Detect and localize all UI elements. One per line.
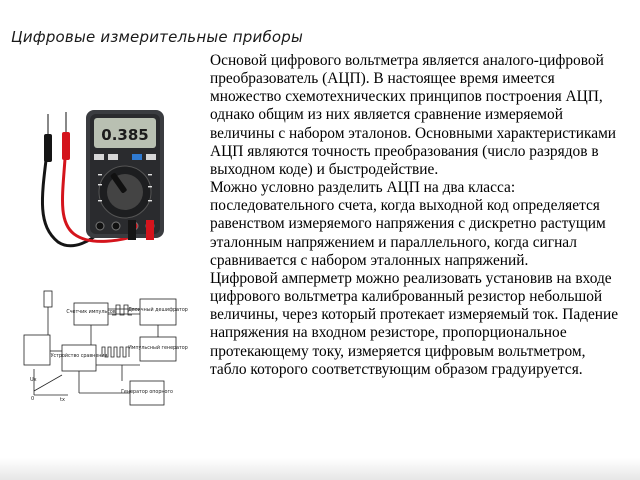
label-ux: Uх	[30, 377, 37, 383]
slide-body-text	[210, 52, 624, 379]
label-generator: Импульсный генератор	[128, 346, 188, 351]
label-zero: 0	[31, 396, 35, 402]
label-tx: tх	[60, 397, 65, 403]
label-comparator: Устройство сравнения	[50, 354, 108, 359]
lcd-value: 0.385	[101, 126, 149, 144]
paragraph: Можно условно разделить АЦП на два класса: последовательного счета, когда выходной код определяется равенством измеряемого напряжения с дискретно растущим эталонным напряжением и параллельного, когда сигнал сравнивается с набором эталонных напряжений.	[210, 179, 606, 269]
label-reference: Генератор опорного	[121, 390, 173, 395]
adc-block-diagram	[22, 285, 200, 413]
multimeter-image	[28, 104, 178, 256]
paragraph: Основой цифрового вольтметра является аналого-цифровой преобразователь (АЦП). В настоящее время имеется множество схемотехнических принципов построения АЦП, однако общим из них является сравнение измеряемой величины с набором эталонов. Основными характеристиками АЦП являются точность преобразования (число разрядов в выходном коде) и быстродействие.	[210, 52, 617, 178]
label-decoder: Двоичный дешифратор	[128, 308, 188, 313]
paragraph: Цифровой амперметр можно реализовать установив на входе цифрового вольтметра калиброванный резистор небольшой величины, через который протекает измеряемый ток. Падение напряжения на входном резисторе, пропорциональное протекающему току, измеряется цифровым вольтметром, табло которого соответствующим образом градуируется.	[210, 269, 619, 378]
bottom-shadow	[0, 458, 640, 480]
slide-title: Цифровые измерительные приборы	[11, 28, 304, 46]
label-counter: Счетчик импульсов	[66, 310, 116, 315]
